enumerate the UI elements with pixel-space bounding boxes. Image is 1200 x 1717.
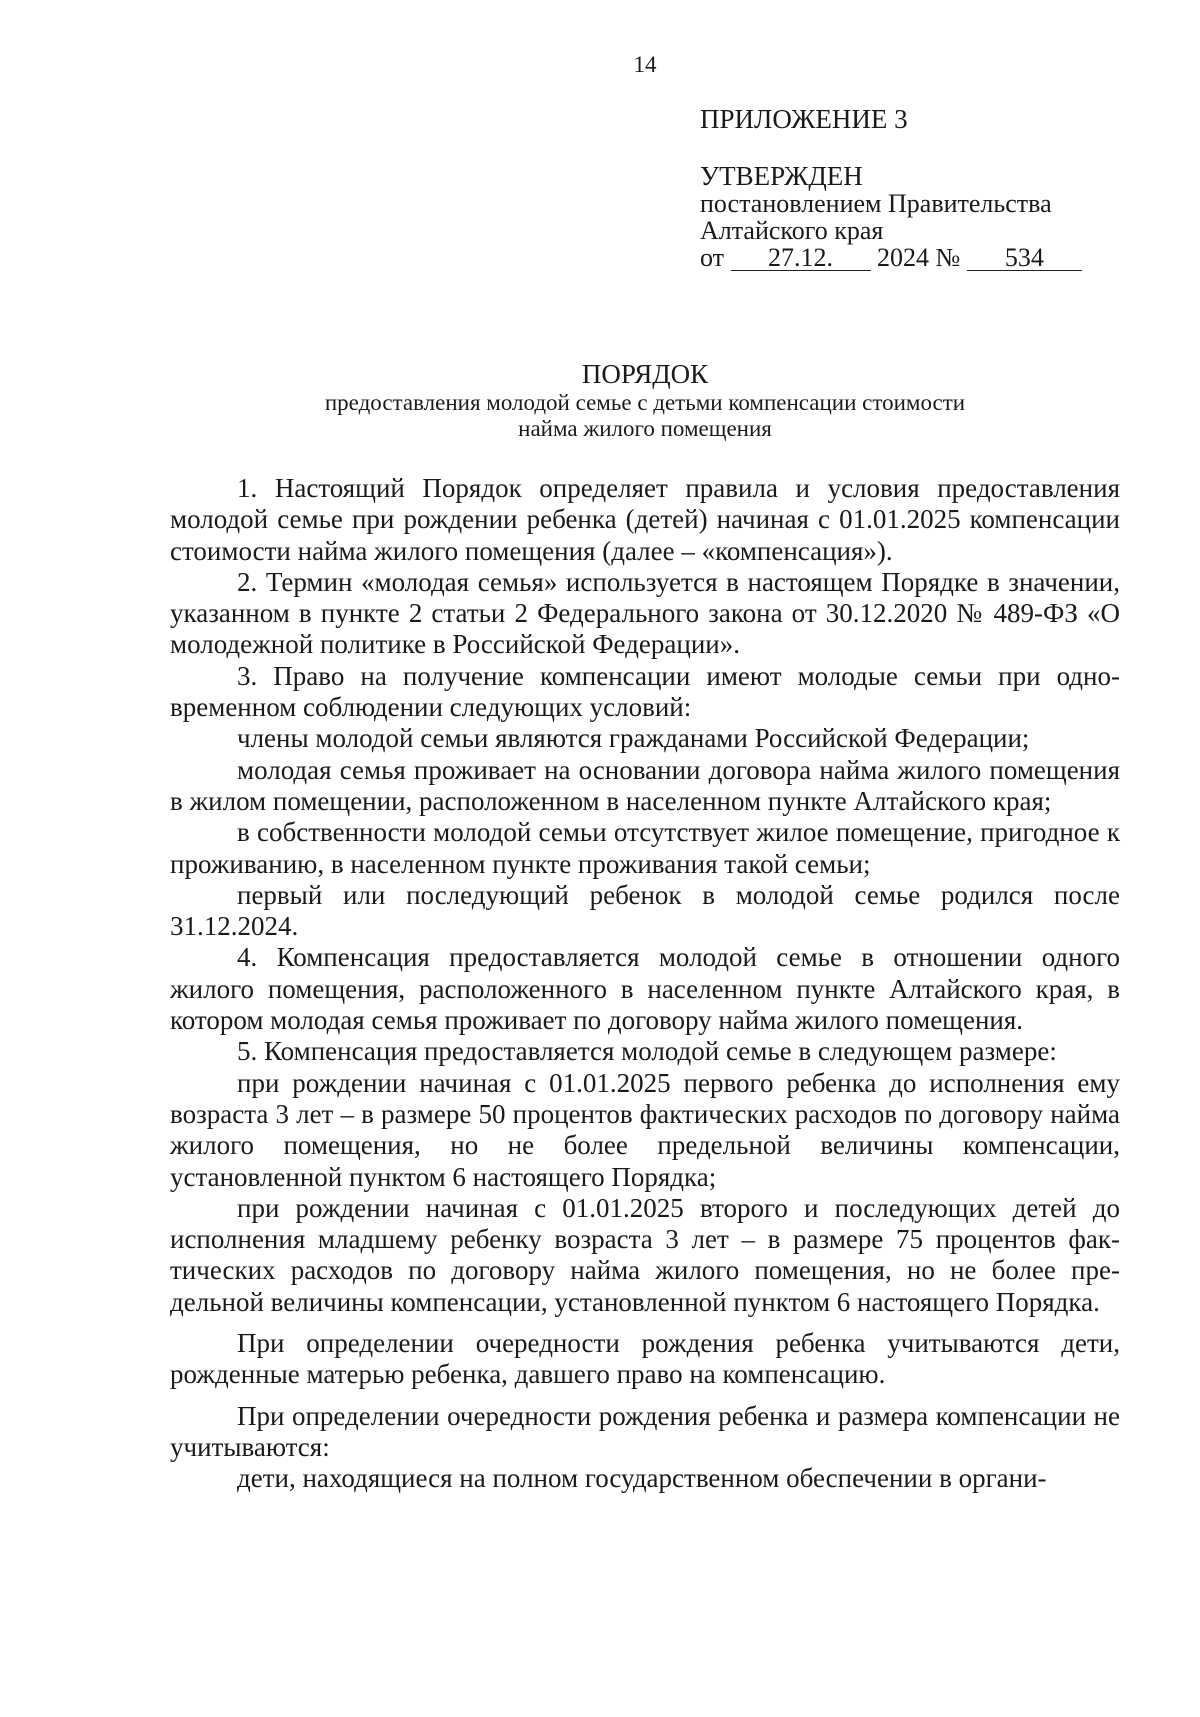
number-label: № <box>935 243 961 272</box>
approval-date-row <box>700 244 1120 271</box>
approval-year: 2024 <box>877 243 930 272</box>
from-label: от <box>700 243 725 272</box>
page-number: 14 <box>633 52 657 77</box>
paragraph-2: 2. Термин «молодая семья» используется в настоящем Порядке в значении, указанном в пункте 2 статьи 2 Федерального закона от 30.12.2020 № 489-ФЗ «О молодежной политике в Российской Федерации». <box>170 566 1120 660</box>
approval-authority: постановлением Правительства <box>700 189 1052 218</box>
paragraph-14: дети, находящиеся на полном государственном обеспечении в органи- <box>237 1463 1047 1494</box>
approval-number: 534 <box>967 246 1082 271</box>
approval-date: 27.12. <box>731 246 871 271</box>
paragraph-1: 1. Настоящий Порядок определяет правила и условия предоставления молодой семье при рождении ребенка (детей) начиная с 01.01.2025 компенсации стоимости найма жилого помещения (далее – «компенсация»). <box>170 473 1120 566</box>
document-title: ПОРЯДОК <box>581 359 709 389</box>
paragraph-10: при рождении начиная с 01.01.2025 первого ребенка до исполнения ему возраста 3 лет – в размере 50 процентов фактических расходов по договору найма жилого помещения, но не более предельной величины компенсации, установленной пунктом 6 настоящего Порядка; <box>170 1067 1120 1192</box>
approved-label: УТВЕРЖДЕН <box>700 161 863 191</box>
paragraph-7: первый или последующий ребенок в молодой семье родился после 31.12.2024. <box>170 879 1120 942</box>
paragraph-9: 5. Компенсация предоставляется молодой семье в следующем размере: <box>237 1036 1057 1067</box>
document-body <box>170 473 1120 1495</box>
paragraph-3: 3. Право на получение компенсации имеют молодые семьи при одновременном соблюдении следующих условий: <box>170 660 1120 723</box>
paragraph-4: члены молодой семьи являются гражданами Российской Федерации; <box>237 723 1030 754</box>
document-subtitle <box>170 390 1120 442</box>
paragraph-13: При определении очередности рождения ребенка и размера компенсации не учитываются: <box>170 1400 1120 1462</box>
paragraph-12: При определении очередности рождения ребенка учитываются дети, рожденные матерью ребенка, давшего право на компенсацию. <box>170 1328 1120 1390</box>
appendix-label: ПРИЛОЖЕНИЕ 3 <box>700 104 908 134</box>
approval-block <box>700 106 1120 271</box>
paragraph-11: при рождении начиная с 01.01.2025 второго и последующих детей до исполнения младшему ребенку возраста 3 лет – в размере 75 процентов фактических расходов по договору найма жилого помещения, но не более предельной величины компенсации, установленной пунктом 6 настоящего Порядка. <box>170 1192 1120 1317</box>
approval-region: Алтайского края <box>700 216 884 245</box>
paragraph-8: 4. Компенсация предоставляется молодой семье в отношении одного жилого помещения, расположенного в населенном пункте Алтайского края, в котором молодая семья проживает по договору найма жилого помещения. <box>170 942 1120 1036</box>
subtitle-line-2: найма жилого помещения <box>518 416 772 441</box>
paragraph-5: молодая семья проживает на основании договора найма жилого помещения в жилом помещении, расположенном в населенном пункте Алтайского края; <box>170 754 1120 816</box>
subtitle-line-1: предоставления молодой семье с детьми компенсации стоимости <box>324 390 966 415</box>
paragraph-6: в собственности молодой семьи отсутствует жилое помещение, пригодное к проживанию, в населенном пункте проживания такой семьи; <box>170 817 1120 879</box>
